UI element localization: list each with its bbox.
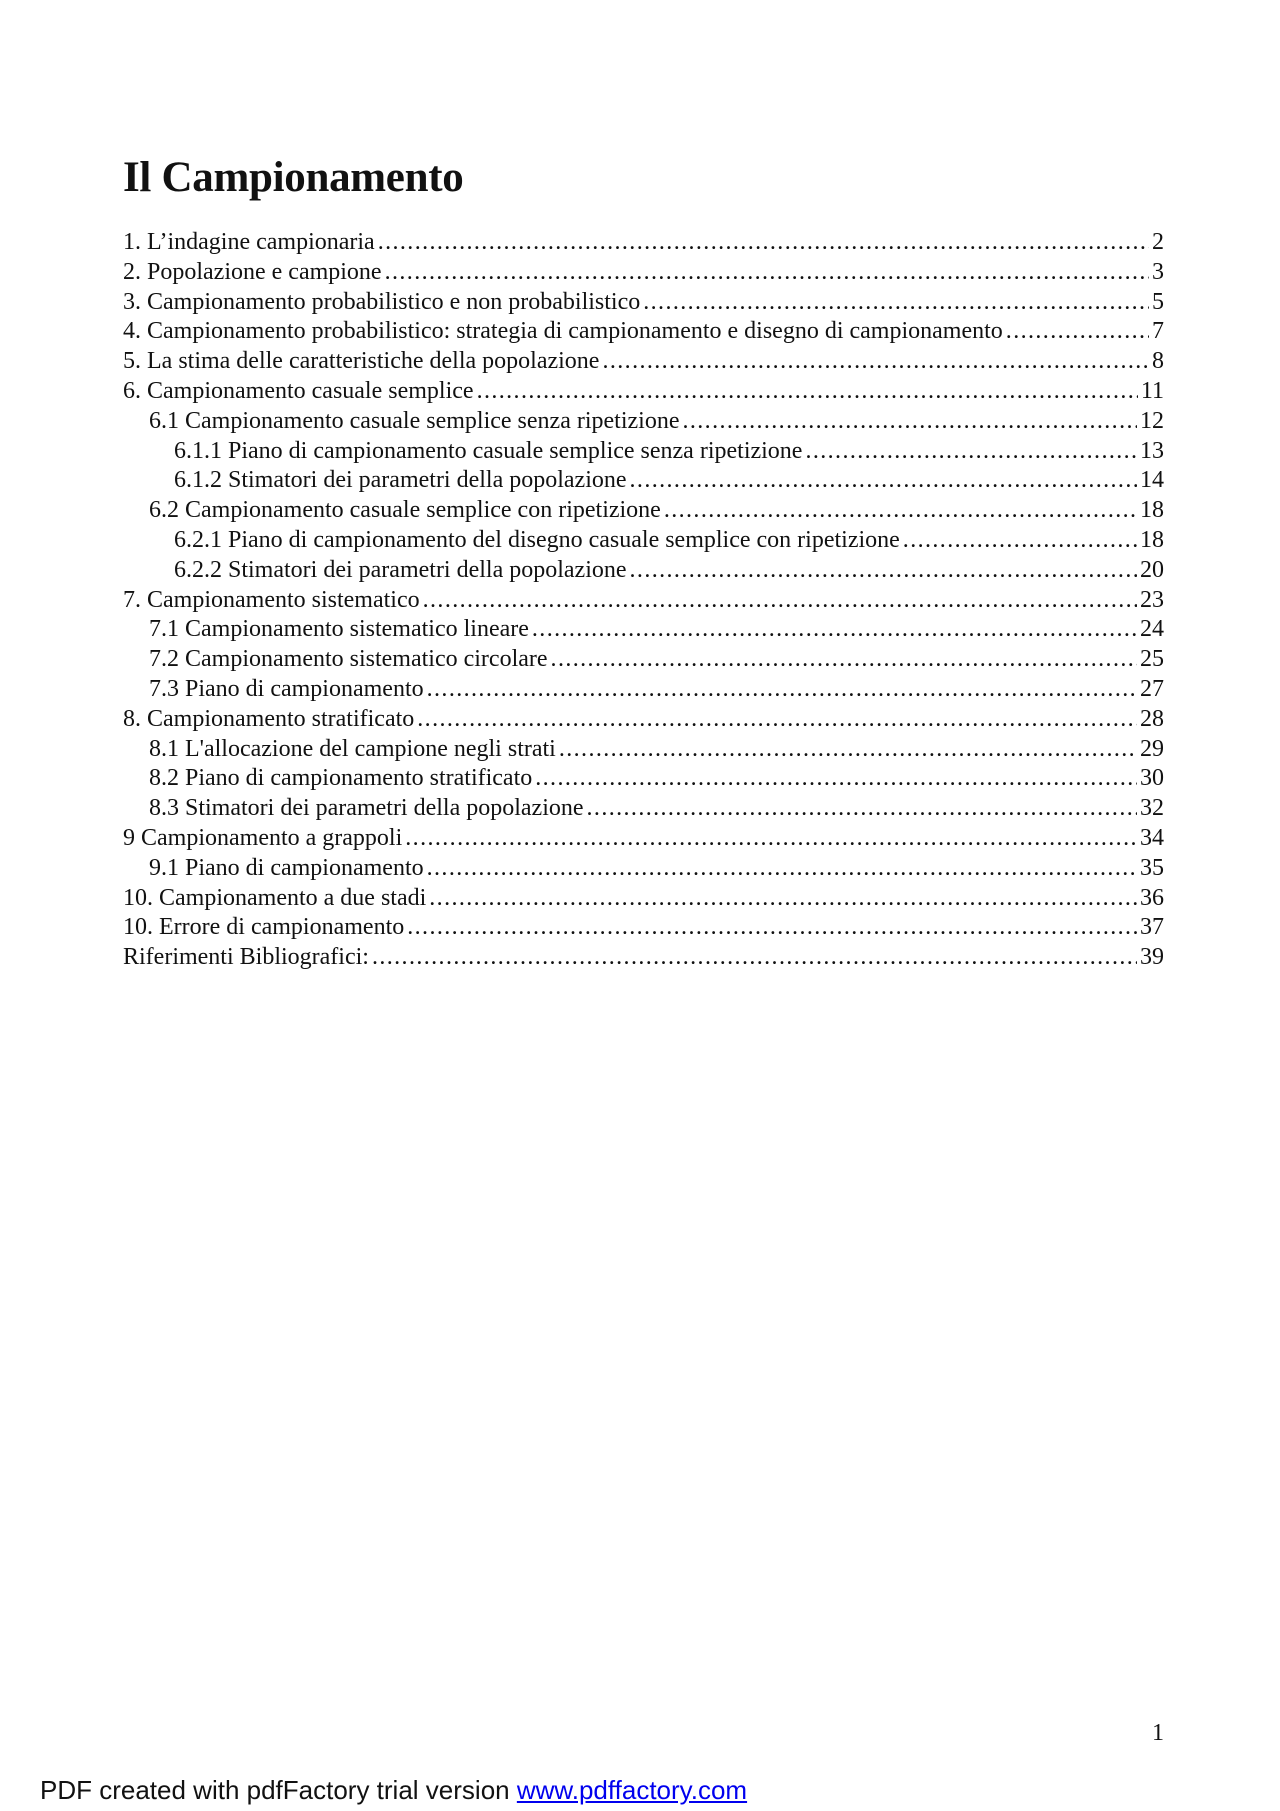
toc-entry-page: 27 [1140,675,1164,702]
toc-entry-label: 8.3 Stimatori dei parametri della popolazione [149,795,584,822]
toc-entry-page: 20 [1140,556,1164,583]
toc-entry[interactable] [123,258,1164,288]
toc-dot-leader [427,854,1137,884]
toc-dot-leader [429,884,1137,914]
toc-entry[interactable] [123,526,1164,556]
toc-entry-page: 37 [1140,914,1164,941]
toc-entry[interactable] [123,854,1164,884]
toc-entry-label: 7.2 Campionamento sistematico circolare [149,646,548,673]
toc-entry-label: 7. Campionamento sistematico [123,586,420,613]
toc-dot-leader [407,913,1137,943]
toc-entry-page: 8 [1152,348,1164,375]
toc-entry-page: 23 [1140,586,1164,613]
toc-entry-page: 13 [1140,437,1164,464]
toc-entry-label: 6.2 Campionamento casuale semplice con ripetizione [149,497,661,524]
toc-entry[interactable] [123,645,1164,675]
toc-entry-page: 14 [1140,467,1164,494]
toc-entry-page: 30 [1140,765,1164,792]
toc-dot-leader [551,645,1137,675]
page-number: 1 [1152,1720,1164,1746]
toc-dot-leader [1006,317,1149,347]
toc-dot-leader [664,496,1137,526]
toc-dot-leader [417,705,1137,735]
toc-entry-label: 3. Campionamento probabilistico e non probabilistico [123,288,641,315]
toc-entry-page: 29 [1140,735,1164,762]
toc-entry-label: Riferimenti Bibliografici: [123,944,369,971]
toc-entry-page: 32 [1140,795,1164,822]
toc-entry-page: 3 [1152,258,1164,285]
toc-entry[interactable] [123,615,1164,645]
toc-entry[interactable] [123,407,1164,437]
toc-entry-label: 8. Campionamento stratificato [123,705,415,732]
toc-entry-label: 9 Campionamento a grappoli [123,824,403,851]
toc-entry-page: 24 [1140,616,1164,643]
table-of-contents [123,228,1164,973]
toc-dot-leader [423,586,1137,616]
toc-entry-label: 5. La stima delle caratteristiche della popolazione [123,348,600,375]
toc-entry[interactable] [123,288,1164,318]
toc-entry[interactable] [123,556,1164,586]
toc-entry[interactable] [123,735,1164,765]
footer-link[interactable]: www.pdffactory.com [516,1775,748,1805]
toc-entry[interactable] [123,586,1164,616]
toc-dot-leader [385,258,1149,288]
toc-dot-leader [602,347,1149,377]
toc-dot-leader [535,764,1137,794]
toc-entry[interactable] [123,228,1164,258]
toc-entry[interactable] [123,466,1164,496]
toc-entry[interactable] [123,377,1164,407]
toc-entry[interactable] [123,764,1164,794]
document-title: Il Campionamento [123,154,464,201]
toc-entry[interactable] [123,824,1164,854]
toc-entry-page: 11 [1140,377,1164,404]
toc-entry-page: 34 [1140,824,1164,851]
toc-entry[interactable] [123,913,1164,943]
toc-dot-leader [405,824,1137,854]
toc-entry-label: 6.2.2 Stimatori dei parametri della popolazione [174,556,627,583]
toc-entry-label: 1. L’indagine campionaria [123,229,375,255]
toc-entry-label: 10. Errore di campionamento [123,914,405,941]
toc-entry-label: 2. Popolazione e campione [123,258,382,285]
toc-dot-leader [532,615,1137,645]
toc-dot-leader [587,794,1137,824]
toc-dot-leader [630,466,1137,496]
toc-entry-page: 39 [1140,944,1164,971]
toc-entry[interactable] [123,705,1164,735]
toc-dot-leader [378,228,1149,258]
toc-entry-page: 25 [1140,646,1164,673]
footer-watermark [40,1774,747,1806]
toc-entry-page: 18 [1140,526,1164,553]
toc-dot-leader [559,735,1137,765]
toc-entry-page: 5 [1152,288,1164,315]
toc-entry-label: 8.2 Piano di campionamento stratificato [149,765,533,792]
toc-entry[interactable] [123,317,1164,347]
toc-entry-label: 8.1 L'allocazione del campione negli strati [149,735,556,762]
toc-entry-page: 36 [1140,884,1164,911]
toc-entry-label: 6.1 Campionamento casuale semplice senza ripetizione [149,407,680,434]
toc-dot-leader [805,437,1137,467]
toc-entry[interactable] [123,943,1164,973]
toc-entry-label: 4. Campionamento probabilistico: strategia di campionamento e disegno di campionamento [123,318,1003,345]
toc-entry-page: 7 [1152,318,1164,345]
footer-text: PDF created with pdfFactory trial version [40,1775,517,1805]
toc-entry-label: 6. Campionamento casuale semplice [123,377,474,404]
toc-entry-page: 28 [1140,705,1164,732]
toc-entry-page: 18 [1140,497,1164,524]
toc-entry[interactable] [123,347,1164,377]
toc-dot-leader [477,377,1138,407]
toc-entry-label: 7.3 Piano di campionamento [149,675,424,702]
toc-entry-page: 35 [1140,854,1164,881]
toc-entry-label: 10. Campionamento a due stadi [123,884,427,911]
toc-entry-label: 6.1.1 Piano di campionamento casuale semplice senza ripetizione [174,437,803,464]
toc-entry[interactable] [123,794,1164,824]
toc-dot-leader [682,407,1137,437]
toc-entry[interactable] [123,496,1164,526]
toc-dot-leader [903,526,1137,556]
toc-entry[interactable] [123,884,1164,914]
toc-entry-label: 9.1 Piano di campionamento [149,854,424,881]
toc-entry[interactable] [123,437,1164,467]
toc-entry[interactable] [123,675,1164,705]
toc-entry-label: 6.1.2 Stimatori dei parametri della popolazione [174,467,627,494]
toc-dot-leader [427,675,1137,705]
toc-dot-leader [643,288,1149,318]
toc-dot-leader [630,556,1137,586]
toc-entry-label: 7.1 Campionamento sistematico lineare [149,616,529,643]
toc-dot-leader [372,943,1137,973]
toc-entry-page: 2 [1152,229,1164,255]
toc-entry-label: 6.2.1 Piano di campionamento del disegno casuale semplice con ripetizione [174,526,900,553]
toc-entry-page: 12 [1140,407,1164,434]
